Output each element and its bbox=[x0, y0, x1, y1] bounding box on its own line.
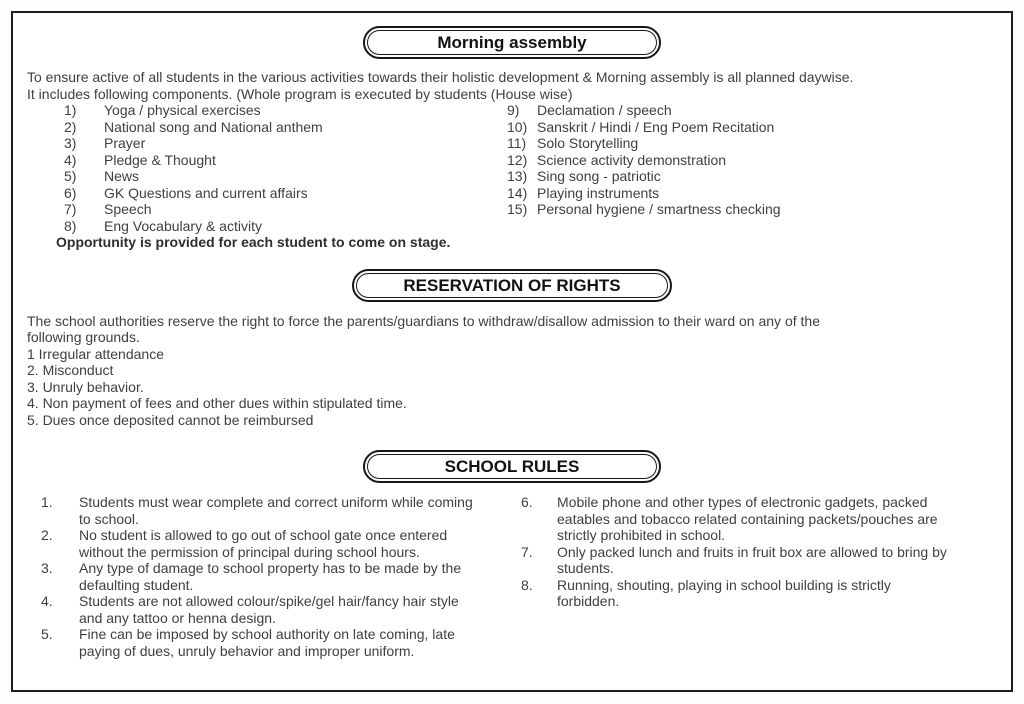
list-item bbox=[507, 185, 997, 202]
item-number: 15) bbox=[507, 201, 528, 217]
morning-assembly-heading-pill bbox=[363, 26, 661, 59]
item-number: 14) bbox=[507, 184, 528, 201]
reservation-heading-row bbox=[27, 269, 997, 302]
school-rules-left-column bbox=[27, 494, 477, 659]
rule-item bbox=[521, 577, 955, 610]
item-text: News bbox=[104, 168, 140, 184]
item-text: National song and National anthem bbox=[104, 118, 323, 135]
item-text: Declamation / speech bbox=[537, 102, 672, 118]
rule-item bbox=[41, 593, 477, 626]
ground-item: 3. Unruly behavior. bbox=[27, 378, 144, 395]
reservation-intro-line1: The school authorities reserve the right to force the parents/guardians to withdraw/disallow admission to their ward on any of the bbox=[27, 312, 820, 329]
list-item bbox=[507, 152, 997, 169]
item-number: 12) bbox=[507, 151, 528, 168]
assembly-intro-line2: It includes following components. (Whole program is executed by students (House wise) bbox=[27, 85, 573, 102]
assembly-list-right-column bbox=[507, 102, 997, 234]
item-number: 2. bbox=[41, 527, 53, 543]
item-text: Yoga / physical exercises bbox=[104, 102, 261, 118]
item-number: 6) bbox=[64, 184, 77, 201]
section-heading-reservation-of-rights: RESERVATION OF RIGHTS bbox=[356, 273, 667, 298]
item-text: Students are not allowed colour/spike/gel hair/fancy hair style and any tattoo or henna design. bbox=[79, 593, 459, 626]
item-number: 3. bbox=[41, 560, 53, 576]
item-number: 2) bbox=[64, 118, 77, 135]
item-text: Only packed lunch and fruits in fruit box are allowed to bring by students. bbox=[557, 543, 947, 576]
rule-item bbox=[41, 560, 477, 593]
item-number: 9) bbox=[507, 102, 520, 118]
rule-item bbox=[41, 527, 477, 560]
item-number: 5. bbox=[41, 626, 53, 642]
assembly-footer-note: Opportunity is provided for each student to come on stage. bbox=[56, 234, 451, 250]
list-item bbox=[507, 201, 997, 218]
item-text: No student is allowed to go out of school gate once entered without the permission of principal during school hours. bbox=[79, 527, 448, 560]
item-number: 1) bbox=[64, 102, 77, 118]
list-item bbox=[507, 168, 997, 185]
list-item bbox=[507, 102, 997, 119]
list-item bbox=[64, 201, 507, 218]
ground-item: 5. Dues once deposited cannot be reimbursed bbox=[27, 411, 314, 428]
school-rules-heading-pill bbox=[363, 450, 661, 483]
item-text: Mobile phone and other types of electronic gadgets, packed eatables and tobacco related containing packets/pouches are strictly prohibited in school. bbox=[557, 494, 938, 543]
ground-item: 4. Non payment of fees and other dues within stipulated time. bbox=[27, 395, 407, 411]
rule-item bbox=[41, 626, 477, 659]
reservation-intro-paragraph bbox=[27, 313, 997, 346]
list-item bbox=[507, 119, 997, 136]
list-item bbox=[64, 135, 507, 152]
list-item bbox=[64, 168, 507, 185]
item-text: Personal hygiene / smartness checking bbox=[537, 201, 781, 217]
item-number: 11) bbox=[507, 135, 527, 151]
item-number: 4. bbox=[41, 593, 53, 609]
item-text: Any type of damage to school property has to be made by the defaulting student. bbox=[79, 560, 462, 593]
item-text: Speech bbox=[104, 201, 152, 217]
school-rules-heading-row bbox=[27, 450, 997, 483]
list-item bbox=[64, 152, 507, 169]
section-heading-morning-assembly: Morning assembly bbox=[367, 30, 657, 55]
list-item bbox=[64, 218, 507, 235]
school-rules-list bbox=[27, 494, 997, 659]
list-item bbox=[64, 185, 507, 202]
ground-item: 2. Misconduct bbox=[27, 362, 114, 378]
item-number: 6. bbox=[521, 494, 533, 510]
item-number: 1. bbox=[41, 494, 53, 510]
assembly-intro-paragraph bbox=[27, 69, 997, 102]
school-rules-right-column bbox=[521, 494, 955, 659]
ground-item: 1 Irregular attendance bbox=[27, 345, 164, 362]
item-number: 10) bbox=[507, 118, 528, 135]
item-number: 3) bbox=[64, 135, 77, 151]
list-item bbox=[64, 119, 507, 136]
rule-item bbox=[521, 544, 955, 577]
assembly-intro-line1: To ensure active of all students in the various activities towards their holistic development & Morning assembly is all planned daywise. bbox=[27, 69, 854, 85]
item-text: Fine can be imposed by school authority on late coming, late paying of dues, unruly behavior and improper uniform. bbox=[79, 626, 455, 659]
assembly-list-left-column bbox=[27, 102, 507, 234]
item-number: 5) bbox=[64, 168, 77, 184]
item-text: Running, shouting, playing in school building is strictly forbidden. bbox=[557, 576, 891, 609]
item-text: Students must wear complete and correct uniform while coming to school. bbox=[79, 494, 473, 527]
rule-item bbox=[41, 494, 477, 527]
item-number: 13) bbox=[507, 168, 528, 184]
section-heading-school-rules: SCHOOL RULES bbox=[367, 454, 657, 479]
page-border bbox=[11, 11, 1013, 692]
list-item bbox=[64, 102, 507, 119]
page-content bbox=[13, 13, 1011, 659]
reservation-intro-line2: following grounds. bbox=[27, 329, 140, 345]
item-number: 7. bbox=[521, 543, 533, 560]
item-number: 7) bbox=[64, 201, 77, 217]
item-text: Pledge & Thought bbox=[104, 151, 216, 168]
item-text: Sanskrit / Hindi / Eng Poem Recitation bbox=[537, 118, 775, 135]
item-text: Playing instruments bbox=[537, 184, 660, 201]
morning-assembly-heading-row bbox=[27, 26, 997, 59]
reservation-heading-pill bbox=[352, 269, 671, 302]
item-text: Sing song - patriotic bbox=[537, 168, 661, 184]
item-text: GK Questions and current affairs bbox=[104, 184, 308, 201]
assembly-components-list bbox=[27, 102, 997, 234]
list-item bbox=[507, 135, 997, 152]
reservation-grounds-list bbox=[27, 346, 997, 429]
item-number: 8) bbox=[64, 217, 77, 234]
item-text: Science activity demonstration bbox=[537, 151, 727, 168]
item-number: 4) bbox=[64, 151, 77, 168]
item-text: Eng Vocabulary & activity bbox=[104, 217, 262, 234]
item-text: Solo Storytelling bbox=[537, 135, 639, 151]
item-text: Prayer bbox=[104, 135, 146, 151]
rule-item bbox=[521, 494, 955, 544]
item-number: 8. bbox=[521, 576, 533, 593]
